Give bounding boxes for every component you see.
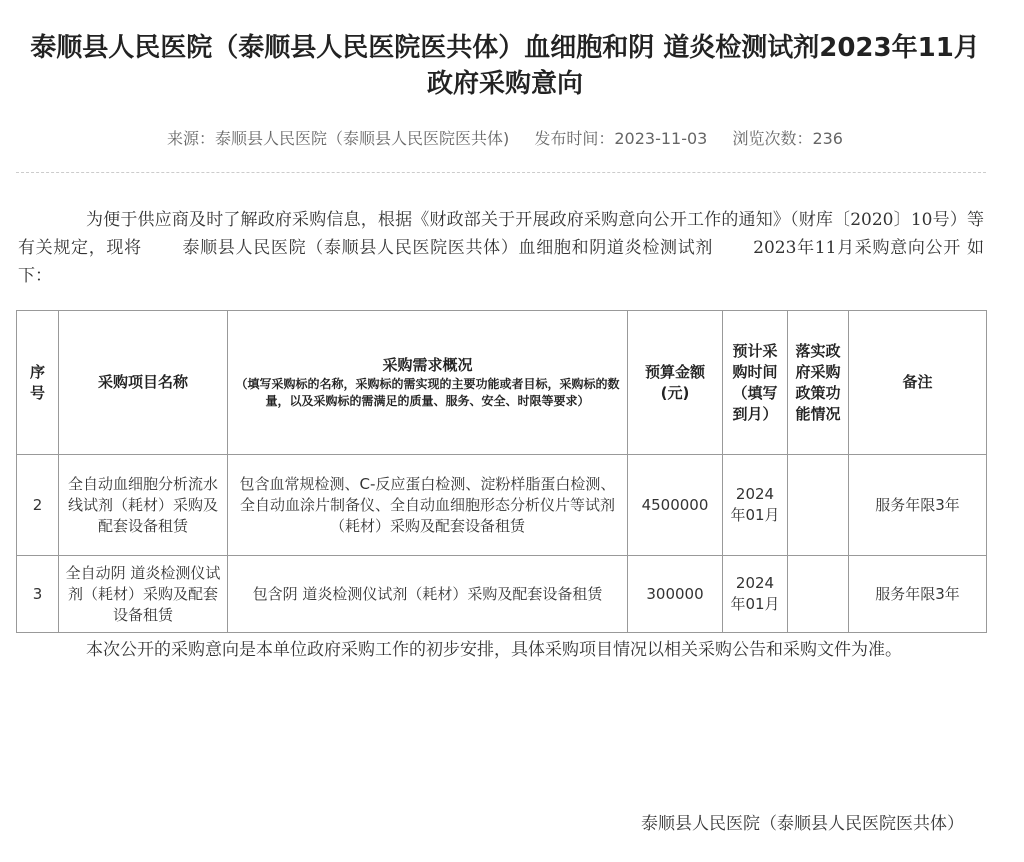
intro-unit: 泰顺县人民医院（泰顺县人民医院医共体）血细胞和阴道炎检测试剂 <box>181 238 714 258</box>
table-row <box>17 556 987 633</box>
closing-paragraph: 本次公开的采购意向是本单位政府采购工作的初步安排，具体采购项目情况以相关采购公告和采购文件为准。 <box>86 640 902 660</box>
procurement-table <box>16 310 987 633</box>
header-summary <box>228 311 628 455</box>
publish-time: 发布时间：2023-11-03 <box>534 129 708 148</box>
header-budget: 预算金额(元) <box>628 311 723 455</box>
cell-remark: 服务年限3年 <box>849 455 987 556</box>
intro-paragraph <box>18 206 984 290</box>
header-name: 采购项目名称 <box>59 311 228 455</box>
header-policy: 落实政府采购政策功能情况 <box>788 311 849 455</box>
divider <box>16 172 986 173</box>
view-count: 浏览次数：236 <box>732 129 843 148</box>
header-remark: 备注 <box>849 311 987 455</box>
cell-summary: 包含阴 道炎检测仪试剂（耗材）采购及配套设备租赁 <box>228 556 628 633</box>
intro-text-1: 为便于供应商及时了解政府采购信息，根据《财政部关于开展政府采购意向公开工作的通知》（财库〔2020〕10号）等有关规定，现将 <box>18 210 984 258</box>
cell-policy <box>788 455 849 556</box>
header-summary-title: 采购需求概况 <box>382 356 473 374</box>
page-title: 泰顺县人民医院（泰顺县人民医院医共体）血细胞和阴 道炎检测试剂2023年11月政府采购意向 <box>30 33 980 99</box>
cell-summary: 包含血常规检测、C-反应蛋白检测、淀粉样脂蛋白检测、全自动血涂片制备仪、全自动血细胞形态分析仪片等试剂（耗材）采购及配套设备租赁 <box>228 455 628 556</box>
cell-name: 全自动血细胞分析流水线试剂（耗材）采购及配套设备租赁 <box>59 455 228 556</box>
cell-seq: 3 <box>17 556 59 633</box>
header-time: 预计采购时间（填写到月） <box>723 311 788 455</box>
cell-name: 全自动阴 道炎检测仪试剂（耗材）采购及配套设备租赁 <box>59 556 228 633</box>
cell-time: 2024年01月 <box>723 455 788 556</box>
table-header-row <box>17 311 987 455</box>
cell-budget: 4500000 <box>628 455 723 556</box>
table-row <box>17 455 987 556</box>
cell-policy <box>788 556 849 633</box>
cell-remark: 服务年限3年 <box>849 556 987 633</box>
header-seq: 序号 <box>17 311 59 455</box>
cell-budget: 300000 <box>628 556 723 633</box>
cell-seq: 2 <box>17 455 59 556</box>
source-label: 来源：泰顺县人民医院（泰顺县人民医院医共体) <box>167 129 510 148</box>
cell-time: 2024年01月 <box>723 556 788 633</box>
signature: 泰顺县人民医院（泰顺县人民医院医共体） <box>641 814 964 834</box>
intro-text-2: 2023年11月采购意向公开 如下： <box>18 238 984 286</box>
article-meta <box>0 128 1010 150</box>
header-summary-note: （填写采购标的名称，采购标的需实现的主要功能或者目标，采购标的数量，以及采购标的需满足的质量、服务、安全、时限等要求） <box>235 377 620 408</box>
